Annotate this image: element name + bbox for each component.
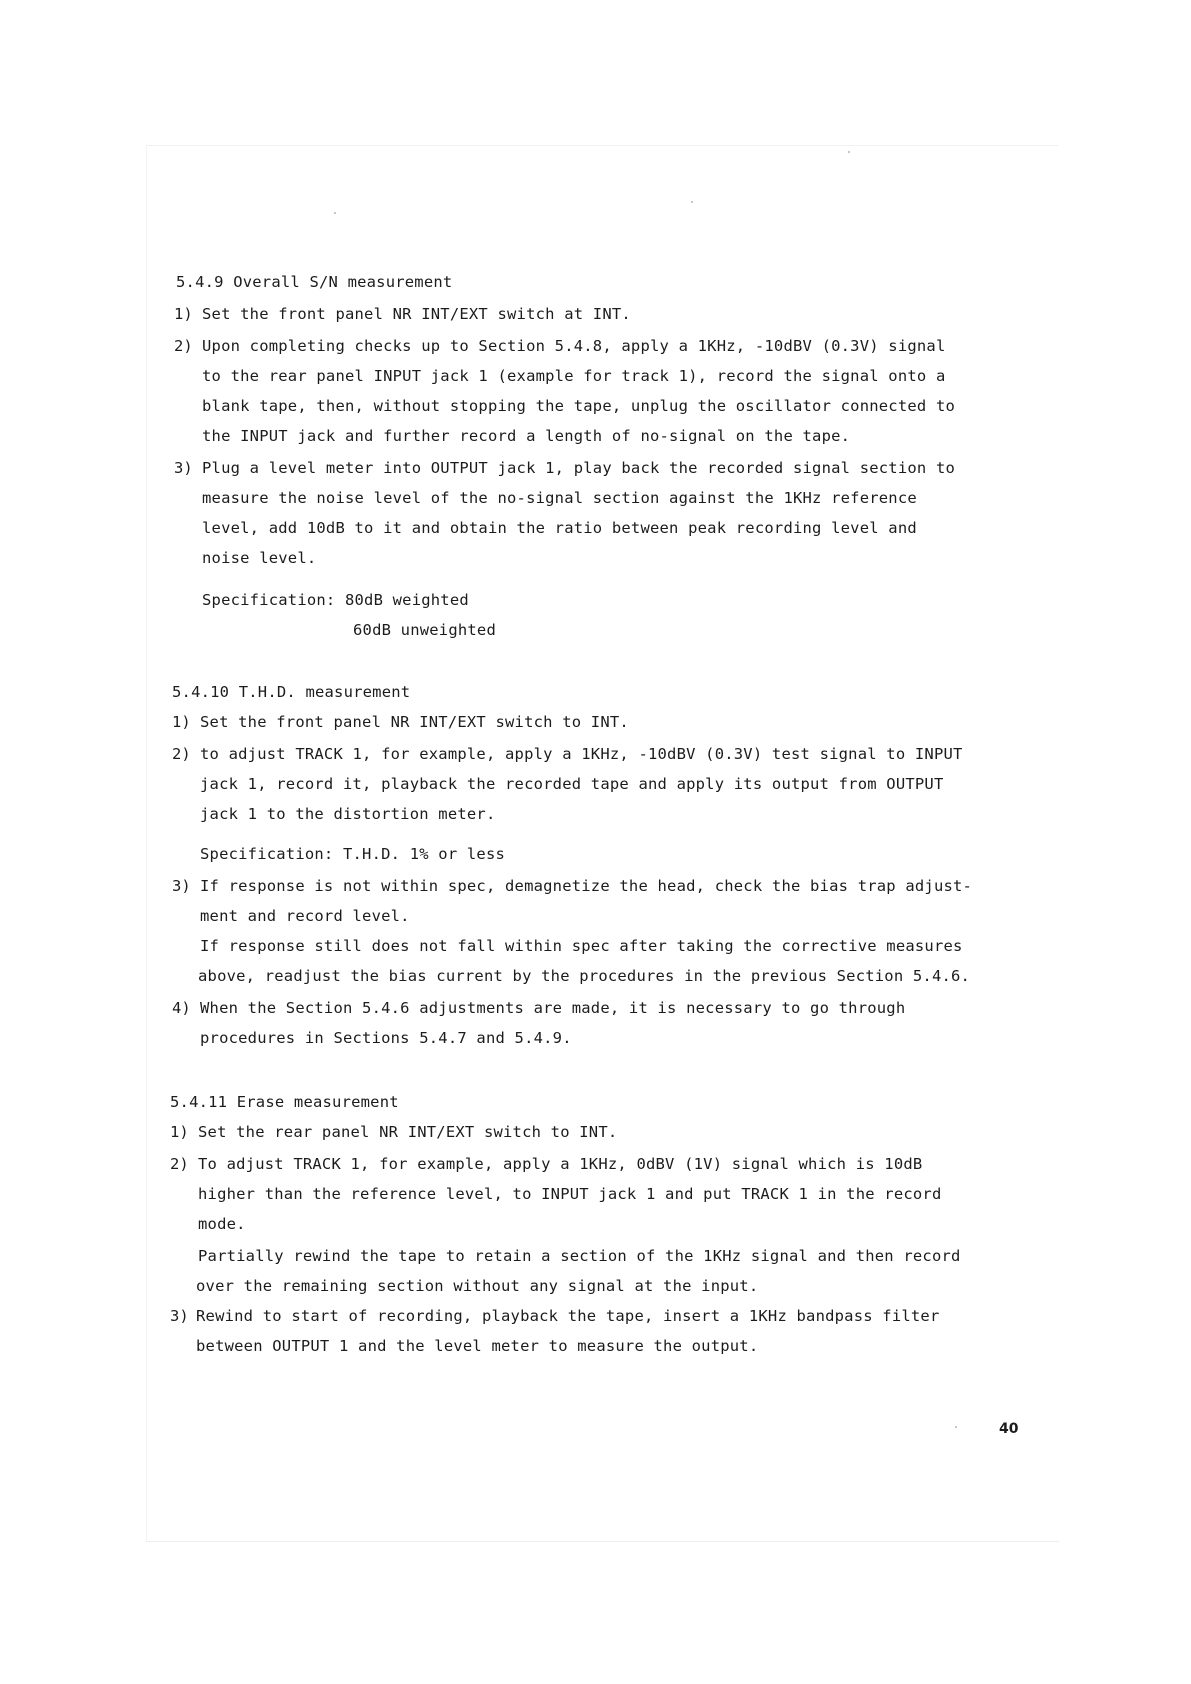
scan-speck bbox=[334, 212, 336, 214]
item-text: the INPUT jack and further record a length of no-signal on the tape. bbox=[202, 427, 851, 445]
section-heading-5-4-9: 5.4.9 Overall S/N measurement bbox=[176, 273, 453, 291]
item-text: noise level. bbox=[202, 549, 317, 567]
specification: 60dB unweighted bbox=[353, 621, 496, 639]
item-text: If response still does not fall within spec after taking the corrective measures bbox=[200, 937, 963, 955]
item-number: 3) bbox=[172, 877, 191, 895]
page-number: 40 bbox=[999, 1421, 1019, 1437]
specification: Specification: 80dB weighted bbox=[202, 591, 469, 609]
item-text: Plug a level meter into OUTPUT jack 1, play back the recorded signal section to bbox=[202, 459, 956, 477]
item-text: To adjust TRACK 1, for example, apply a 1KHz, 0dBV (1V) signal which is 10dB bbox=[198, 1155, 923, 1173]
item-number: 2) bbox=[172, 745, 191, 763]
item-text: Rewind to start of recording, playback the tape, insert a 1KHz bandpass filter bbox=[196, 1307, 940, 1325]
item-text: between OUTPUT 1 and the level meter to measure the output. bbox=[196, 1337, 759, 1355]
section-heading-5-4-11: 5.4.11 Erase measurement bbox=[170, 1093, 399, 1111]
item-text: jack 1, record it, playback the recorded tape and apply its output from OUTPUT bbox=[200, 775, 944, 793]
item-text: jack 1 to the distortion meter. bbox=[200, 805, 496, 823]
item-number: 1) bbox=[172, 713, 191, 731]
scan-speck bbox=[955, 1426, 957, 1428]
item-text: If response is not within spec, demagnetize the head, check the bias trap adjust- bbox=[200, 877, 973, 895]
item-number: 4) bbox=[172, 999, 191, 1017]
specification: Specification: T.H.D. 1% or less bbox=[200, 845, 506, 863]
item-text: above, readjust the bias current by the procedures in the previous Section 5.4.6. bbox=[198, 967, 971, 985]
item-text: When the Section 5.4.6 adjustments are made, it is necessary to go through bbox=[200, 999, 906, 1017]
item-text: Set the front panel NR INT/EXT switch to INT. bbox=[200, 713, 629, 731]
item-text: Partially rewind the tape to retain a section of the 1KHz signal and then record bbox=[198, 1247, 961, 1265]
item-text: higher than the reference level, to INPUT jack 1 and put TRACK 1 in the record bbox=[198, 1185, 942, 1203]
item-text: mode. bbox=[198, 1215, 246, 1233]
scan-speck bbox=[691, 201, 693, 203]
item-text: to the rear panel INPUT jack 1 (example for track 1), record the signal onto a bbox=[202, 367, 946, 385]
item-number: 3) bbox=[170, 1307, 189, 1325]
item-text: to adjust TRACK 1, for example, apply a 1KHz, -10dBV (0.3V) test signal to INPUT bbox=[200, 745, 963, 763]
item-text: over the remaining section without any signal at the input. bbox=[196, 1277, 759, 1295]
scan-speck bbox=[848, 151, 850, 153]
item-number: 2) bbox=[170, 1155, 189, 1173]
item-number: 3) bbox=[174, 459, 193, 477]
item-text: procedures in Sections 5.4.7 and 5.4.9. bbox=[200, 1029, 572, 1047]
item-text: level, add 10dB to it and obtain the ratio between peak recording level and bbox=[202, 519, 917, 537]
section-heading-5-4-10: 5.4.10 T.H.D. measurement bbox=[172, 683, 411, 701]
item-text: Upon completing checks up to Section 5.4.8, apply a 1KHz, -10dBV (0.3V) signal bbox=[202, 337, 946, 355]
item-text: ment and record level. bbox=[200, 907, 410, 925]
item-number: 2) bbox=[174, 337, 193, 355]
item-text: Set the rear panel NR INT/EXT switch to INT. bbox=[198, 1123, 618, 1141]
item-text: Set the front panel NR INT/EXT switch at INT. bbox=[202, 305, 631, 323]
item-text: measure the noise level of the no-signal section against the 1KHz reference bbox=[202, 489, 917, 507]
item-text: blank tape, then, without stopping the tape, unplug the oscillator connected to bbox=[202, 397, 956, 415]
item-number: 1) bbox=[174, 305, 193, 323]
item-number: 1) bbox=[170, 1123, 189, 1141]
